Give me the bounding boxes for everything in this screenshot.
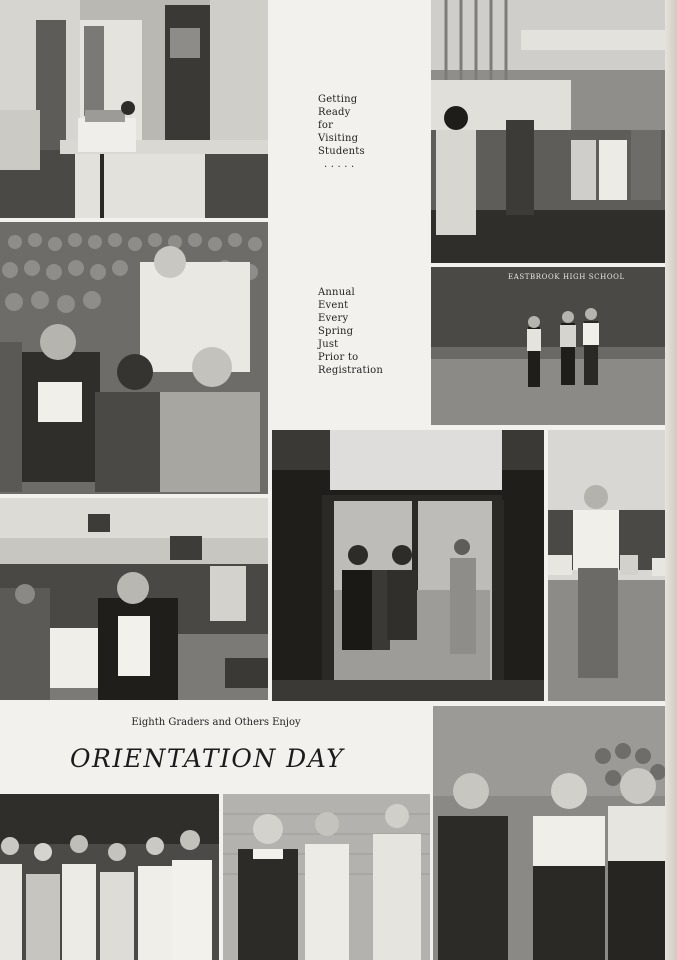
photo-hallway-crowd bbox=[431, 0, 668, 263]
subheading: Eighth Graders and Others Enjoy bbox=[131, 717, 301, 728]
caption-line: Just bbox=[318, 339, 339, 350]
school-sign: EASTBROOK HIGH SCHOOL bbox=[508, 273, 625, 281]
caption-dots: . . . . . bbox=[324, 159, 355, 170]
page-title: ORIENTATION DAY bbox=[70, 744, 345, 773]
photo-teacher-classroom bbox=[0, 498, 268, 700]
photo-projector-room bbox=[0, 0, 268, 218]
caption-line: Students bbox=[318, 146, 365, 157]
photo-auditorium-students bbox=[0, 222, 268, 494]
caption-line: Annual bbox=[318, 287, 355, 298]
caption-line: Visiting bbox=[318, 133, 359, 144]
caption-annual-event bbox=[318, 286, 383, 377]
photo-group-boys bbox=[0, 794, 219, 960]
caption-line: Ready bbox=[318, 107, 351, 118]
caption-line: Getting bbox=[318, 94, 358, 105]
caption-line: Registration bbox=[318, 365, 384, 376]
photo-doorway-students bbox=[272, 430, 544, 701]
photo-man-outdoors bbox=[548, 430, 668, 701]
caption-line: Every bbox=[318, 313, 349, 324]
photo-three-girls bbox=[433, 706, 668, 960]
caption-line: Spring bbox=[318, 326, 354, 337]
caption-line: Event bbox=[318, 300, 349, 311]
photo-school-exterior bbox=[431, 267, 668, 425]
caption-line: for bbox=[318, 120, 334, 131]
caption-getting-ready bbox=[318, 93, 365, 171]
page-edge bbox=[665, 0, 677, 960]
photo-three-students bbox=[223, 794, 430, 960]
caption-line: Prior to bbox=[318, 352, 359, 363]
